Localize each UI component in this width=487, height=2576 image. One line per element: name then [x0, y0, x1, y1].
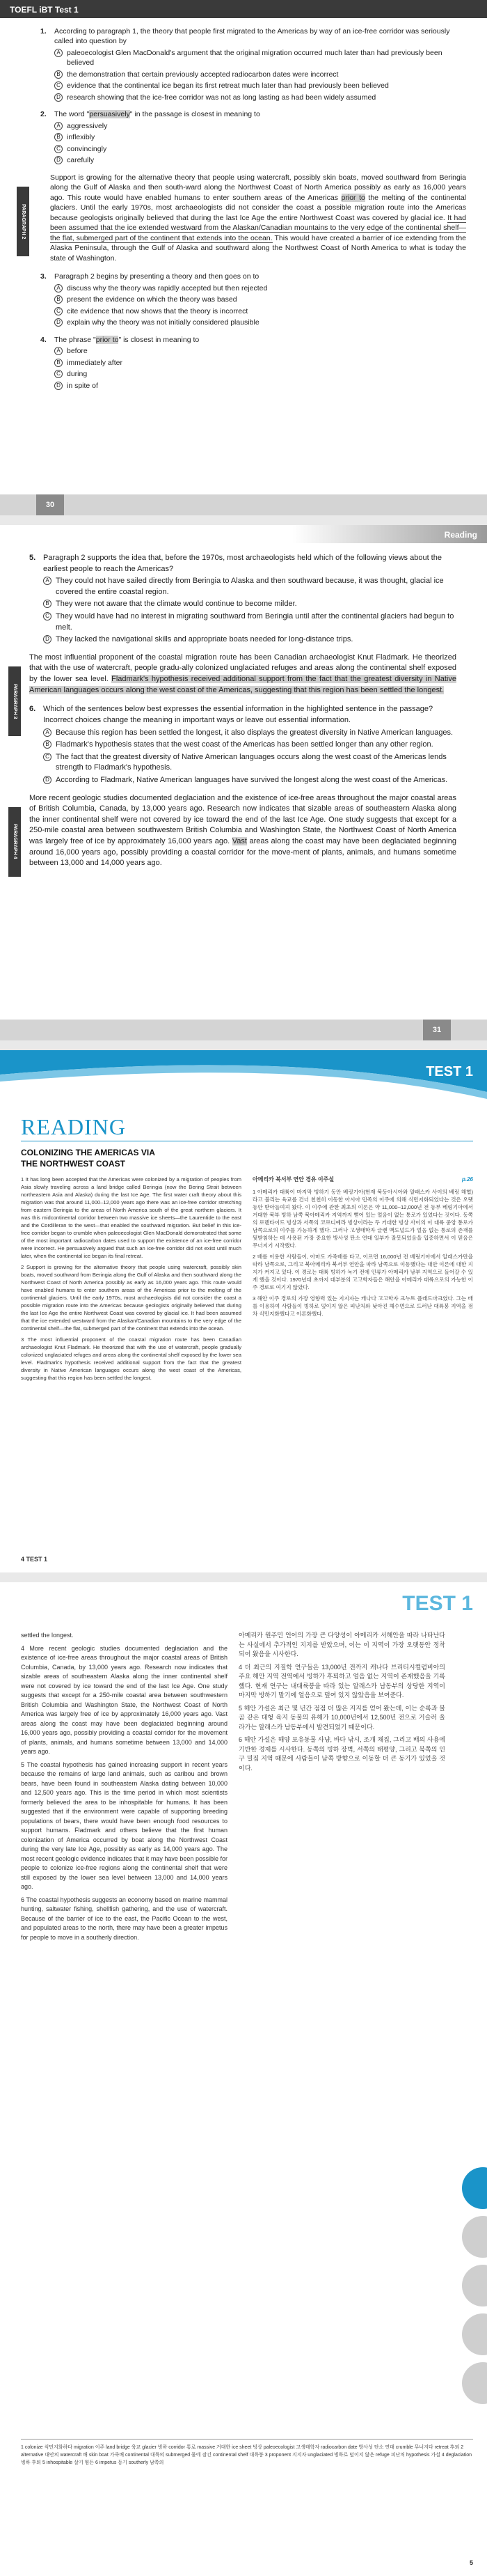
page-number: 31 [423, 1020, 451, 1040]
option-b[interactable] [54, 358, 466, 368]
option-text: immediately after [67, 358, 122, 367]
option-text: discuss why the theory was rapidly accepted but then rejected [67, 283, 268, 292]
passage-paragraph-4 [13, 793, 457, 869]
paragraph-tab: PARAGRAPH 4 [8, 807, 21, 877]
option-letter: A [43, 728, 51, 737]
paragraph: 2 배를 이용한 사람들이, 아마도 가죽배를 타고, 이르면 16,000년 전 베링기아에서 알래스카만을 따라 남쪽으로, 그리고 북아메리카 북서부 연안을 따라 남쪽으로 이동했다는 대안 이론에 대한 지지가 커지고 있다. 이 경로는 대륙 빙하가 녹기 전에 인류가 아메리카 남부 지역으로 들어갈 수 있게 했을 것이다. 1970년대 초까지 대부분의 고고학자들은 해안을 아메리카 대륙으로의 가능한 이주 경로로 여기지 않았다. [253, 1253, 473, 1290]
page-footer: 5 [469, 2559, 473, 2566]
passage-text: The most influential proponent of the coastal migration route has been Canadian archaeologist Knut Fladmark. He theorized that with the use of watercraft, people gradu-ally colonized unglaciated refuges and areas along the continental shelf exposed by the lower sea level. [29, 653, 456, 684]
page-ref: p.26 [461, 1176, 473, 1182]
paragraph: 2 Support is growing for the alternative theory that people using watercraft, possibly skin boats, moved southward from Beringia along the Gulf of Alaska and then southward along the Northwest Coast of North America possibly as early as 16,000 years ago. This route would have enabled humans to enter southern areas of the Americas prior to the melting of the continental glaciers. Until the early 1970s, most archaeologists did not consider the coast a possible migration route into the Americas because geologists originally believed that during the last Ice Age the entire Northwest Coast was covered by glacial ice. It had been assumed that the ice extended westward from the Alaskan/Canadian mountains to the very edge of the continental shelf—the flat, submerged part of the continent that extends into the ocean. [21, 1264, 241, 1332]
option-letter: B [54, 359, 63, 367]
paragraph-tab: PARAGRAPH 3 [8, 666, 21, 736]
section-tab[interactable] [462, 2362, 487, 2404]
title-line: COLONIZING THE AMERICAS VIA [21, 1148, 155, 1157]
option-letter: D [43, 776, 51, 784]
option-a[interactable] [43, 728, 456, 739]
option-letter: D [54, 318, 63, 327]
header-wave [0, 1050, 487, 1106]
question-number: 6. [29, 705, 36, 714]
page-header: TOEFL iBT Test 1 [0, 0, 487, 18]
page-body [0, 18, 487, 391]
question-stem: Paragraph 2 supports the idea that, before the 1970s, most archaeologists held which of the following views about the earliest people to reach the Americas? [43, 554, 442, 573]
question-stem [54, 335, 199, 345]
option-c[interactable] [54, 81, 466, 91]
option-b[interactable] [54, 132, 466, 142]
option-letter: A [54, 122, 63, 130]
option-text: paleoecologist Glen MacDonald's argument that the original migration occurred much later than had previously been believed [67, 48, 442, 68]
option-text: They lacked the navigational skills and appropriate boats needed for long-distance trips. [56, 635, 353, 644]
option-text: research showing that the ice-free corridor was not as long lasting as had been widely assumed [67, 93, 376, 102]
option-text: Fladmark's hypothesis states that the west coast of the Americas has been settled longer than any other region. [56, 740, 433, 749]
paragraph: 아메리카 원주민 언어의 가장 큰 다양성이 아메리카 서해안을 따라 나타난다는 사실에서 추가적인 지지를 받았으며, 이는 이 지역이 가장 오랫동안 정착되어 왔음을 시사한다. [239, 1632, 445, 1657]
passage-title [21, 1148, 155, 1169]
option-d[interactable] [54, 318, 466, 327]
option-text: the demonstration that certain previously accepted radiocarbon dates were incorrect [67, 70, 339, 79]
option-text: before [67, 347, 88, 356]
paragraph: 4 More recent geologic studies documented deglaciation and the existence of ice-free areas throughout the major coastal areas of British Columbia, Canada, by 13,000 years ago. Research now indicates that sizable areas of southeastern Alaska along the inner continental shelf were not covered by ice toward the end of the last Ice Age. One study suggests that except for a 250-mile coastal area between southwestern British Columbia and Washington State, the Northwest Coast of North America was largely free of ice by approximately 16,000 years ago. Vast areas along the coast may have been deglaciated beginning around 16,000 years ago, possibly providing a coastal corridor for the movement of plants, animals, and humans sometime between 13,000 and 14,000 years ago. [21, 1644, 227, 1755]
english-column [21, 1176, 241, 1385]
option-a[interactable] [54, 283, 466, 293]
page-31 [0, 525, 487, 1040]
answer-book-page-4 [0, 1050, 487, 1572]
question-stem: Which of the sentences below best expresses the essential information in the highlighted sentence in the passage? Incorrect choices change the meaning in important ways or leave out essential information. [43, 705, 433, 724]
option-text: aggressively [67, 121, 108, 130]
passage-text: Support is growing for the alternative theory that people using watercraft, possibly skin boats, moved southward from Beringia along the Gulf of Alaska and then south-ward along the Northwest Coast of North America possibly as early as 16,000 years ago. This route would have enabled humans to enter southern areas of the Americas [50, 173, 466, 202]
paragraph: 4 더 최근의 지질학 연구들은 13,000년 전까지 캐나다 브리티시컬럼비아의 주요 해안 지역 전역에서 빙하가 후퇴하고 얼음 없는 지역이 존재했음을 기록했다. 현재 연구는 내대륙붕을 따라 있는 알래스카 남동부의 상당한 지역이 마지막 빙하기 말기에 얼음으로 덮여 있지 않았음을 보여준다. [239, 1663, 445, 1699]
korean-title: 아메리카 북서부 연안 경유 이주설 [253, 1176, 335, 1182]
highlighted-sentence: Fladmark's hypothesis received additional support from the fact that the greatest diversity in Native American languages occurs along the west coast of the Americas, suggesting that this region has been settled the longest. [29, 675, 456, 694]
question-6 [29, 704, 456, 786]
page-footer: 4 TEST 1 [21, 1556, 48, 1563]
highlighted-word: Vast [232, 837, 247, 846]
test-label: TEST 1 [402, 1592, 473, 1615]
option-text: They could not have sailed directly from Beringia to Alaska and then southward because, it was thought, glacial ice covered the entire coastal region. [56, 577, 444, 596]
stem-before: The phrase " [54, 335, 96, 344]
passage-text: areas along the coast may have been deglaciated beginning around 16,000 years ago, possibly providing a coastal corridor for the move-ment of plants, animals, and humans sometime between 13,000 and 14,000 years ago. [29, 837, 457, 868]
option-letter: A [54, 347, 63, 355]
page-footer [0, 1020, 487, 1040]
option-letter: A [54, 284, 63, 292]
section-tab-active[interactable] [462, 2167, 487, 2209]
option-text: cite evidence that now shows that the theory is incorrect [67, 306, 248, 315]
english-column [21, 1631, 227, 1946]
option-letter: D [54, 382, 63, 390]
option-d[interactable] [54, 155, 466, 165]
option-text: evidence that the continental ice began its first retreat much later than had previously been believed [67, 81, 389, 91]
page-number: 30 [36, 494, 64, 515]
option-c[interactable] [43, 752, 456, 774]
option-text: convincingly [67, 144, 107, 153]
option-letter: B [43, 600, 51, 608]
two-columns [21, 1176, 473, 1385]
question-1 [40, 26, 466, 102]
section-tab[interactable] [462, 2313, 487, 2355]
highlighted-phrase: prior to [341, 193, 365, 202]
option-text: Because this region has been settled the longest, it also displays the greatest diversity in Native American languages. [56, 728, 454, 737]
section-title: READING [21, 1114, 126, 1139]
option-letter: B [54, 295, 63, 304]
underlined-sentence: It had been assumed that the ice extended westward from the Alaskan/Canadian mountains to the very edge of the continental shelf—the flat, submerged part of the continent that extends into the ocean. [50, 213, 467, 242]
option-b[interactable] [43, 740, 456, 751]
option-c[interactable] [43, 611, 456, 633]
question-number: 2. [40, 110, 47, 119]
section-tab[interactable] [462, 2265, 487, 2306]
question-stem [54, 109, 260, 119]
option-a[interactable] [54, 48, 466, 68]
title-line: THE NORTHWEST COAST [21, 1158, 125, 1169]
passage-paragraph-2 [21, 173, 467, 263]
option-d[interactable] [43, 634, 456, 646]
question-number: 1. [40, 27, 47, 36]
passage-text: the melting of the continental glaciers. Until the early 1970s, most archaeologists did not consider the coast a possible migration route into the Americas because geologists originally believed that during the last Ice Age the entire Northwest Coast was covered by glacial ice. [50, 193, 466, 222]
question-number: 3. [40, 272, 47, 281]
option-letter: C [43, 753, 51, 761]
question-4 [40, 335, 466, 391]
option-text: during [67, 370, 88, 379]
option-text: in spite of [67, 381, 98, 390]
option-a[interactable] [54, 346, 466, 356]
page-footer [0, 494, 487, 515]
option-letter: C [43, 612, 51, 620]
paragraph: settled the longest. [21, 1632, 74, 1639]
paragraph: 1 아메리카 대륙이 마지막 빙하기 동안 베링기아(현재 북동아시아와 알래스카 사이의 베링 해협)라고 불리는 육교를 건너 천천히 이동한 아시아 민족의 이주에 의해 식민지화되었다는 것은 오랫동안 받아들여져 왔다. 이 이주에 관한 최초의 이론은 약 11,000~12,000년 전 동부 베링기아에서 거대한 북부 빙하 남쪽 북아메리카 지역까지 뻗어 있는 얼음이 없는 통로가 있었다는 것이다. 동쪽의 로렌타이드 빙상과 서쪽의 코르디예라 빙상이라는 두 거대한 빙상 사이의 이 대륙 중앙 통로가 남쪽으로의 이주를 가능하게 했다. 그러나 고생태학자 글렌 맥도널드가 얼음 없는 통로의 존재를 뒷받침하는 데 사용된 가장 중요한 방사성 탄소 연대 일부가 잘못되었음을 입증하면서 이 믿음은 무너지기 시작했다. [253, 1188, 473, 1249]
question-stem: Paragraph 2 begins by presenting a theory and then goes on to [54, 272, 260, 281]
option-letter: C [54, 370, 63, 378]
vocabulary-notes: 1 colonize 식민지화하다 migration 이주 land bridge 육교 glacier 빙하 corridor 통로 massive 거대한 ice sheet 빙상 paleoecologist 고생태학자 radiocarbon date 방사성 탄소 연대 crumble 무너지다 retreat 후퇴 2 alternative 대안의 watercraft 배 skin boat 가죽배 continental 대륙의 submerged 물에 잠긴 continental shelf 대륙붕 3 proponent 지지자 unglaciated 빙하로 덮이지 않은 refuge 피난처 hypothesis 가설 4 deglaciation 빙하 후퇴 5 inhospitable 살기 힘든 6 impetus 동기 southerly 남쪽의 [21, 2439, 473, 2467]
option-letter: C [54, 145, 63, 153]
option-text: They would have had no interest in migrating southward from Beringia until after the continental glaciers had begun to melt. [56, 612, 454, 632]
page-30 [0, 0, 487, 515]
option-letter: D [54, 156, 63, 164]
header-title: Reading [444, 530, 477, 540]
question-5 [29, 553, 456, 646]
target-word: persuasively [89, 110, 130, 119]
korean-header [253, 1176, 473, 1184]
target-word: prior to [95, 335, 119, 344]
paragraph: 3 The most influential proponent of the coastal migration route has been Canadian archaeologist Knut Fladmark. He theorized that with the use of watercraft, people gradually colonized unglaciated refuges and areas along the continental shelf exposed by the lower sea level. Fladmark's hypothesis received additional support from the fact that the greatest diversity in Native American languages occurs along the west coast of the Americas, suggesting that this region has been settled the longest. [21, 1336, 241, 1381]
option-d[interactable] [43, 775, 456, 786]
option-letter: D [54, 93, 63, 102]
test-label: TEST 1 [426, 1064, 473, 1079]
question-3 [40, 272, 466, 327]
korean-column [253, 1176, 473, 1385]
option-text: According to Fladmark, Native American languages have survived the longest along the west coast of the Americas. [56, 775, 448, 784]
passage-text: More recent geologic studies documented deglaciation and the existence of ice-free areas throughout the major coastal areas of British Columbia, Canada, by 13,000 years ago. Research now indicates that sizable areas of southeastern Alaska along the inner continental shelf were not covered by ice toward the end of the last Ice Age. One study suggests that except for a 250-mile coastal area between southwestern British Columbia and Washington State, the Northwest Coast of North America was largely free of ice by approximately 16,000 years ago. [29, 793, 456, 846]
stem-after: " in the passage is closest in meaning to [129, 110, 260, 119]
option-text: They were not aware that the climate would continue to become milder. [56, 600, 297, 609]
paragraph: 3 해안 이주 경로의 가장 영향력 있는 지지자는 캐나다 고고학자 크누트 플래드마크였다. 그는 배를 이용하여 사람들이 빙하로 덮이지 않은 피난처와 낮아진 해수면으로 드러난 대륙붕 지역을 점차 식민지화했다고 이론화했다. [253, 1295, 473, 1317]
option-letter: B [54, 70, 63, 79]
option-c[interactable] [54, 306, 466, 316]
question-number: 4. [40, 335, 47, 344]
option-letter: C [54, 307, 63, 315]
option-text: explain why the theory was not initially considered plausible [67, 318, 260, 327]
option-letter: B [54, 133, 63, 141]
option-a[interactable] [43, 576, 456, 598]
question-2 [40, 109, 466, 165]
paragraph-tab: PARAGRAPH 2 [17, 187, 29, 256]
stem-after: " is closest in meaning to [118, 335, 200, 344]
option-c[interactable] [54, 144, 466, 154]
option-text: carefully [67, 156, 95, 165]
option-b[interactable] [54, 295, 466, 304]
stem-before: The word " [54, 110, 90, 119]
option-b[interactable] [43, 599, 456, 610]
option-letter: A [43, 577, 51, 585]
passage-text: This would have created a barrier of ice extending from the Alaska Peninsula, through the Gulf of Alaska and southward along the Northwest Coast of North America to what is today the state of Washington. [50, 233, 466, 263]
paragraph: 6 The coastal hypothesis suggests an economy based on marine mammal hunting, saltwater fishing, shellfish gathering, and the use of watercraft. Because of the barrier of ice to the east, the Pacific Ocean to the west, and populated areas to the north, there may have been a greater impetus for people to move in a southerly direction. [21, 1896, 227, 1941]
paragraph: 1 It has long been accepted that the Americas were colonized by a migration of peoples from Asia slowly traveling across a land bridge called Beringia (now the Bering Strait between northeastern Asia and Alaska) during the last Ice Age. The first water craft theory about this migration was that around 11,000–12,000 years ago there was an ice-free corridor stretching from eastern Beringia to the areas of North America south of the great northern glaciers. It was this midcontinental corridor between two massive ice sheets—the Laurentide to the east and the Cordilleran to the west—that enabled the southward migration. But belief in this ice-free corridor began to crumble when paleoecologist Glen MacDonald demonstrated that some of the most important radiocarbon dates used to support the existence of an ice-free corridor were incorrect. He persuasively argued that such an ice-free corridor did not exist until much later, when the continental ice began its final retreat. [21, 1176, 241, 1259]
two-columns [21, 1631, 445, 1946]
page-header [0, 525, 487, 543]
answer-book-page-5 [0, 1582, 487, 2576]
paragraph: 5 The coastal hypothesis has gained increasing support in recent years because the remains of large land animals, such as caribou and brown bears, have been found in southeastern Alaska dating between 10,000 and 12,500 years ago. This is the time period in which most scientists formerly believed the area to be inhospitable for humans. It has been suggested that if the environment were capable of supporting breeding populations of bears, there would have been enough food resources to support humans. Fladmark and others believe that the first human colonization of America occurred by boat along the Northwest Coast during the very late Ice Age, possibly as early as 14,000 years ago. The most recent geologic evidence indicates that it may have been possible for people to colonize ice-free regions along the continental shelf that were still exposed by the lower sea level between 13,000 and 14,000 years ago. [21, 1761, 227, 1890]
option-text: inflexibly [67, 133, 95, 142]
paragraph: 6 해안 가설은 해양 포유동물 사냥, 바다 낚시, 조개 채집, 그리고 배의 사용에 기반한 경제를 시사한다. 동쪽의 빙하 장벽, 서쪽의 태평양, 그리고 북쪽의 인구 밀집 지역 때문에 사람들이 남쪽 방향으로 이동할 더 큰 동기가 있었을 것이다. [239, 1736, 445, 1772]
option-d[interactable] [54, 93, 466, 102]
page-body [0, 543, 487, 869]
option-b[interactable] [54, 70, 466, 79]
option-letter: B [43, 740, 51, 749]
question-number: 5. [29, 554, 36, 562]
section-tab[interactable] [462, 2216, 487, 2258]
option-text: present the evidence on which the theory was based [67, 295, 237, 304]
option-text: The fact that the greatest diversity of Native American languages occurs along the west coast of the Americas lends strength to Fladmark's hypothesis. [56, 752, 447, 772]
paragraph: 5 해안 가설은 최근 몇 년간 점점 더 많은 지지를 얻어 왔는데, 이는 순록과 불곰 같은 대형 육지 동물의 유해가 10,000년에서 12,500년 전으로 거슬러 올라가는 알래스카 남동부에서 발견되었기 때문이다. [239, 1704, 445, 1731]
korean-column [239, 1631, 445, 1946]
option-letter: C [54, 81, 63, 90]
question-stem: According to paragraph 1, the theory that people first migrated to the Americas by way of an ice-free corridor was seriously called into question by [54, 27, 450, 46]
option-letter: A [54, 49, 63, 57]
option-c[interactable] [54, 369, 466, 379]
option-a[interactable] [54, 121, 466, 131]
option-letter: D [43, 635, 51, 643]
option-d[interactable] [54, 381, 466, 391]
